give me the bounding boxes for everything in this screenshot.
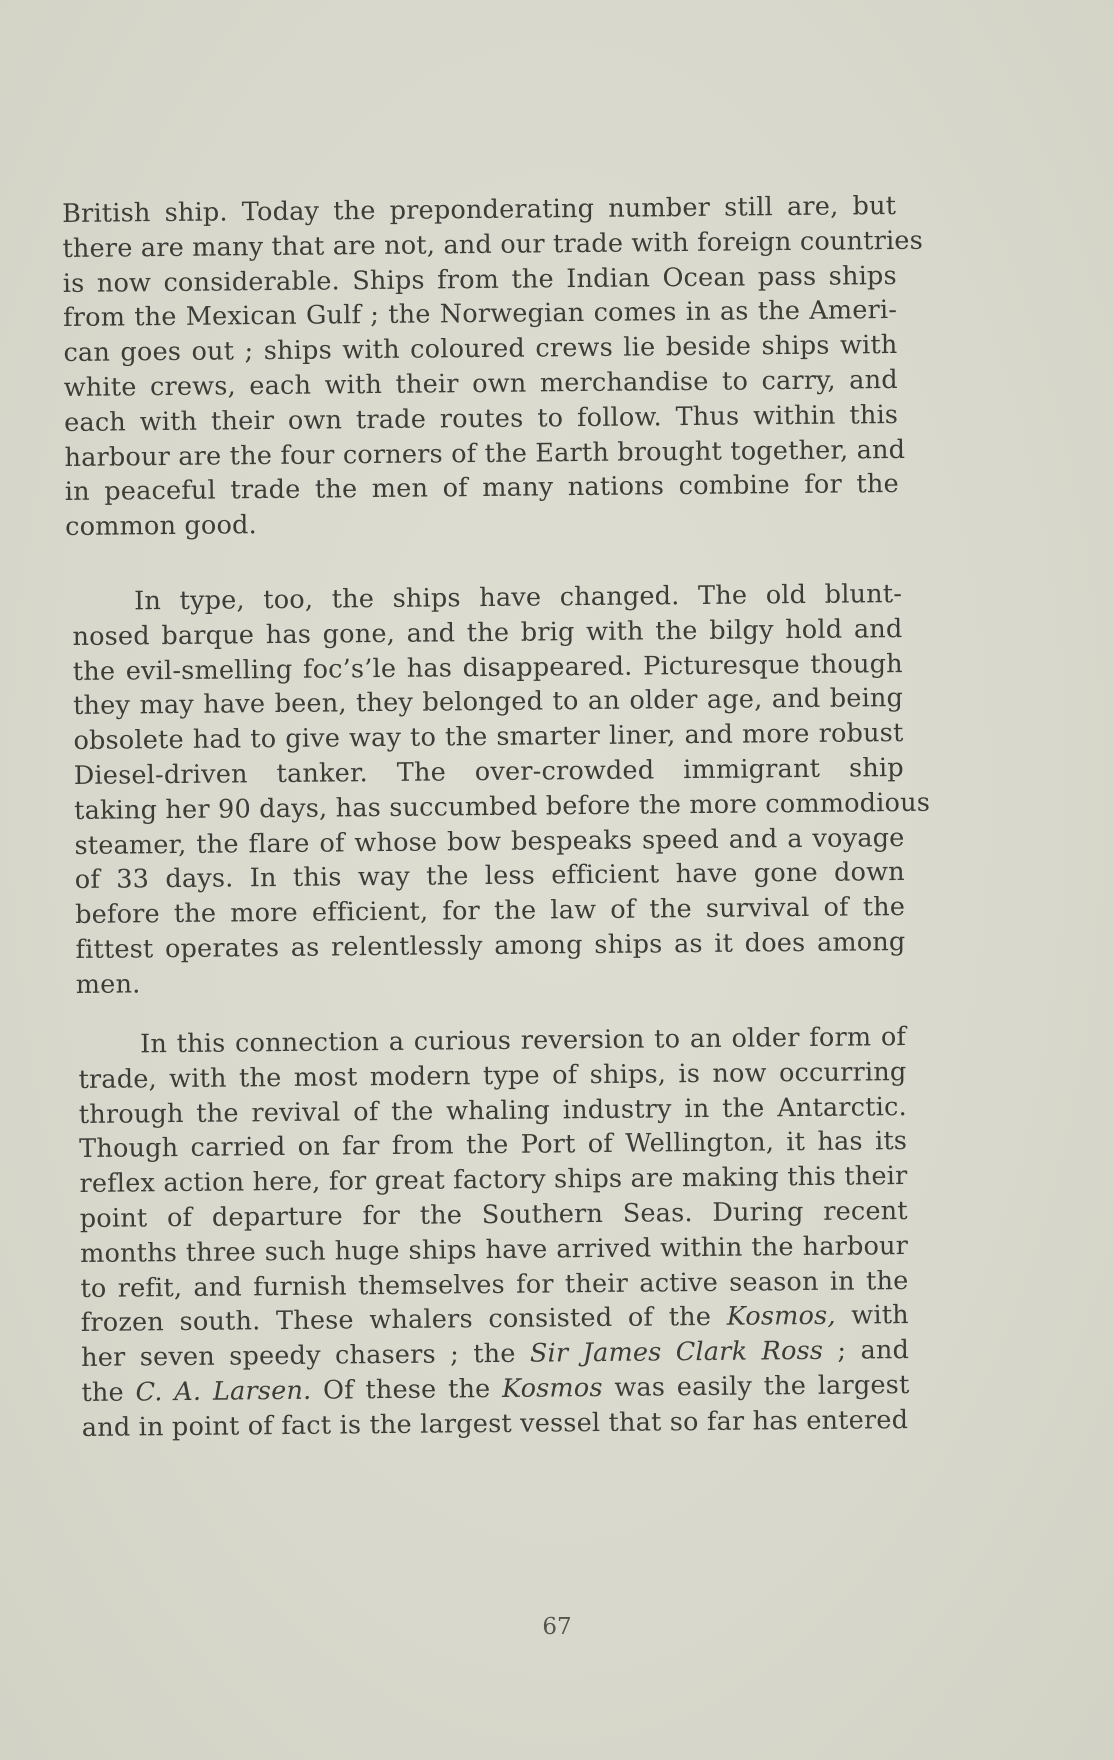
text-line: the evil-smelling foc’s’le has disappeared. Picturesque though <box>72 648 903 687</box>
text-line: there are many that are not, and our trade with foreign countries <box>62 225 924 264</box>
text-line: Diesel-driven tanker. The over-crowded immigrant ship <box>73 753 904 791</box>
text-line: through the revival of the whaling industry in the Antarctic. <box>78 1091 907 1130</box>
ship-name-c-a-larsen: C. A. Larsen. <box>135 1375 312 1408</box>
text-line: before the more efficient, for the law of the survival of the <box>75 892 906 931</box>
text-segment: frozen south. These whalers consisted of the <box>80 1302 712 1339</box>
text-line: reflex action here, for great factory ships are making this their <box>79 1161 908 1200</box>
text-line: each with their own trade routes to follow. Thus within this <box>64 399 899 438</box>
text-line: nosed barque has gone, and the brig with the bilgy hold and <box>72 613 903 652</box>
paragraph-2 <box>72 577 931 1003</box>
ship-name-kosmos-2: Kosmos <box>501 1372 603 1404</box>
ship-name-kosmos: Kosmos, <box>726 1301 836 1333</box>
paragraph-1 <box>62 189 924 545</box>
text-segment: the <box>81 1377 125 1408</box>
text-line: from the Mexican Gulf ; the Norwegian comes in as the Ameri- <box>63 295 898 334</box>
text-line: to refit, and furnish themselves for their active season in the <box>80 1265 909 1304</box>
text-line: months three such huge ships have arrived within the harbour <box>80 1230 909 1269</box>
text-line: In type, too, the ships have changed. The old blunt- <box>134 579 903 617</box>
text-line: men. <box>75 969 141 1000</box>
text-line: white crews, each with their own merchandise to carry, and <box>63 364 898 403</box>
text-line: is now considerable. Ships from the Indian Ocean pass ships <box>62 260 897 299</box>
text-line: trade, with the most modern type of ships, is now occurring <box>78 1056 907 1095</box>
text-line: obsolete had to give way to the smarter liner, and more robust <box>73 718 904 757</box>
text-line: steamer, the flare of whose bow bespeaks speed and a voyage <box>74 822 905 861</box>
text-line: harbour are the four corners of the Earth brought together, and <box>64 434 906 473</box>
text-line: fittest operates as relentlessly among ships as it does among <box>75 926 906 965</box>
text-segment: ; and <box>837 1335 910 1366</box>
text-line: In this connection a curious reversion to an older form of <box>140 1022 907 1060</box>
text-segment: Of these the <box>322 1374 491 1406</box>
text-line: taking her 90 days, has succumbed before the more commodious <box>74 787 931 826</box>
text-line: British ship. Today the preponderating number still are, but <box>62 190 897 229</box>
text-segment: with <box>851 1300 909 1331</box>
text-line: and in point of fact is the largest vessel that so far has entered <box>81 1404 909 1443</box>
text-line: Though carried on far from the Port of Wellington, it has its <box>79 1126 908 1165</box>
page-number: 67 <box>542 1614 572 1640</box>
text-segment: her seven speedy chasers ; the <box>81 1338 516 1374</box>
text-line: they may have been, they belonged to an older age, and being <box>73 683 904 722</box>
text-line: of 33 days. In this way the less efficient have gone down <box>74 857 905 896</box>
text-segment: was easily the largest <box>614 1370 910 1403</box>
text-line: in peaceful trade the men of many nations combine for the <box>64 469 899 508</box>
text-line: common good. <box>65 510 258 543</box>
paragraph-3 <box>78 1020 910 1445</box>
text-line: point of departure for the Southern Seas. During recent <box>79 1196 908 1234</box>
text-line: can goes out ; ships with coloured crews lie beside ships with <box>63 330 898 369</box>
ship-name-sir-james-clark-ross: Sir James Clark Ross <box>529 1336 824 1369</box>
